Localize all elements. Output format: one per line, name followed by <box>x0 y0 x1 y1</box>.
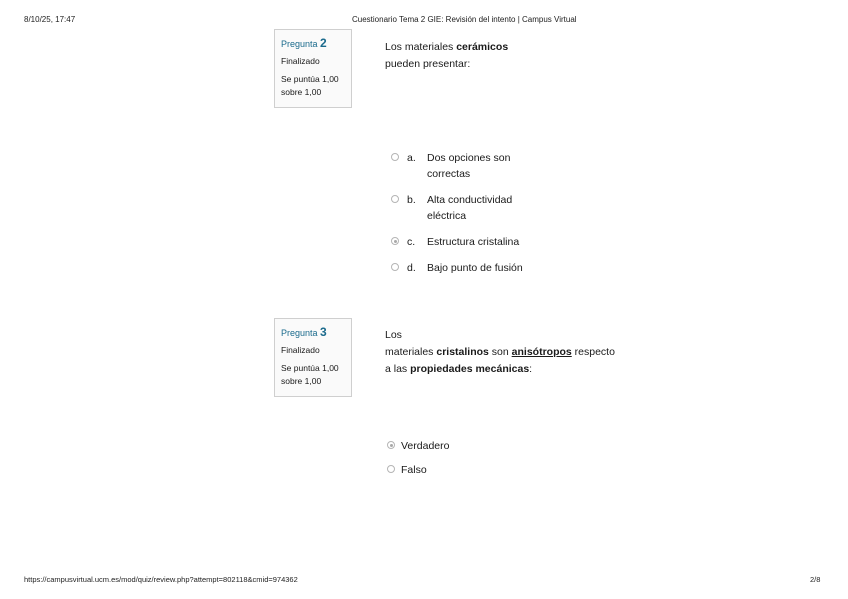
question-text <box>385 39 508 73</box>
question-state: Finalizado <box>281 345 320 355</box>
option-text: Dos opciones son correctas <box>427 152 511 180</box>
question-number-value: 3 <box>320 325 327 339</box>
answer-option-b[interactable] <box>391 192 531 226</box>
question-text-underlined: anisótropos <box>511 346 572 358</box>
question-label: Pregunta <box>281 39 318 49</box>
print-datetime: 8/10/25, 17:47 <box>24 15 76 24</box>
answer-option-c[interactable] <box>391 234 551 252</box>
print-url: https://campusvirtual.ucm.es/mod/quiz/review.php?attempt=802118&cmid=974362 <box>24 575 298 584</box>
option-letter: b. <box>407 194 416 206</box>
question-text-part: Los materiales <box>385 41 457 53</box>
question-text-bold: cerámicos <box>456 41 509 53</box>
option-letter: d. <box>407 262 416 274</box>
question-text <box>385 327 615 378</box>
answer-option-a[interactable] <box>391 150 531 184</box>
radio-button-selected[interactable] <box>387 441 395 449</box>
question-text-part: a las <box>385 363 411 375</box>
option-text: Verdadero <box>401 440 450 452</box>
question-grade: Se puntúa 1,00 sobre 1,00 <box>281 363 339 386</box>
radio-button[interactable] <box>391 195 399 203</box>
question-text-part: respecto <box>571 346 615 358</box>
radio-button-selected[interactable] <box>391 237 399 245</box>
option-letter: c. <box>407 236 416 248</box>
question-text-part: son <box>488 346 512 358</box>
question-text-bold: propiedades mecánicas <box>410 363 530 375</box>
option-text: Bajo punto de fusión <box>427 262 523 274</box>
question-label: Pregunta <box>281 328 318 338</box>
answer-option-true[interactable] <box>387 438 487 456</box>
question-number <box>281 325 351 340</box>
question-number <box>281 36 351 51</box>
print-page-number: 2/8 <box>810 575 821 584</box>
question-text-part: : <box>529 363 533 375</box>
option-text: Estructura cristalina <box>427 236 520 248</box>
answer-option-false[interactable] <box>387 462 487 480</box>
radio-button[interactable] <box>391 153 399 161</box>
question-text-part: pueden presentar: <box>385 58 471 70</box>
option-letter: a. <box>407 152 416 164</box>
answer-option-d[interactable] <box>391 260 551 278</box>
option-text: Falso <box>401 464 427 476</box>
question-number-value: 2 <box>320 36 327 50</box>
question-info-box <box>274 318 352 397</box>
question-text-part: materiales <box>385 346 437 358</box>
option-text: Alta conductividad eléctrica <box>427 194 513 222</box>
question-grade: Se puntúa 1,00 sobre 1,00 <box>281 74 339 97</box>
radio-button[interactable] <box>387 465 395 473</box>
question-info-box <box>274 29 352 108</box>
radio-button[interactable] <box>391 263 399 271</box>
question-state: Finalizado <box>281 56 320 66</box>
question-text-part: Los <box>385 329 402 341</box>
question-text-bold: cristalinos <box>436 346 489 358</box>
print-page-title: Cuestionario Tema 2 GIE: Revisión del intento | Campus Virtual <box>352 15 577 24</box>
